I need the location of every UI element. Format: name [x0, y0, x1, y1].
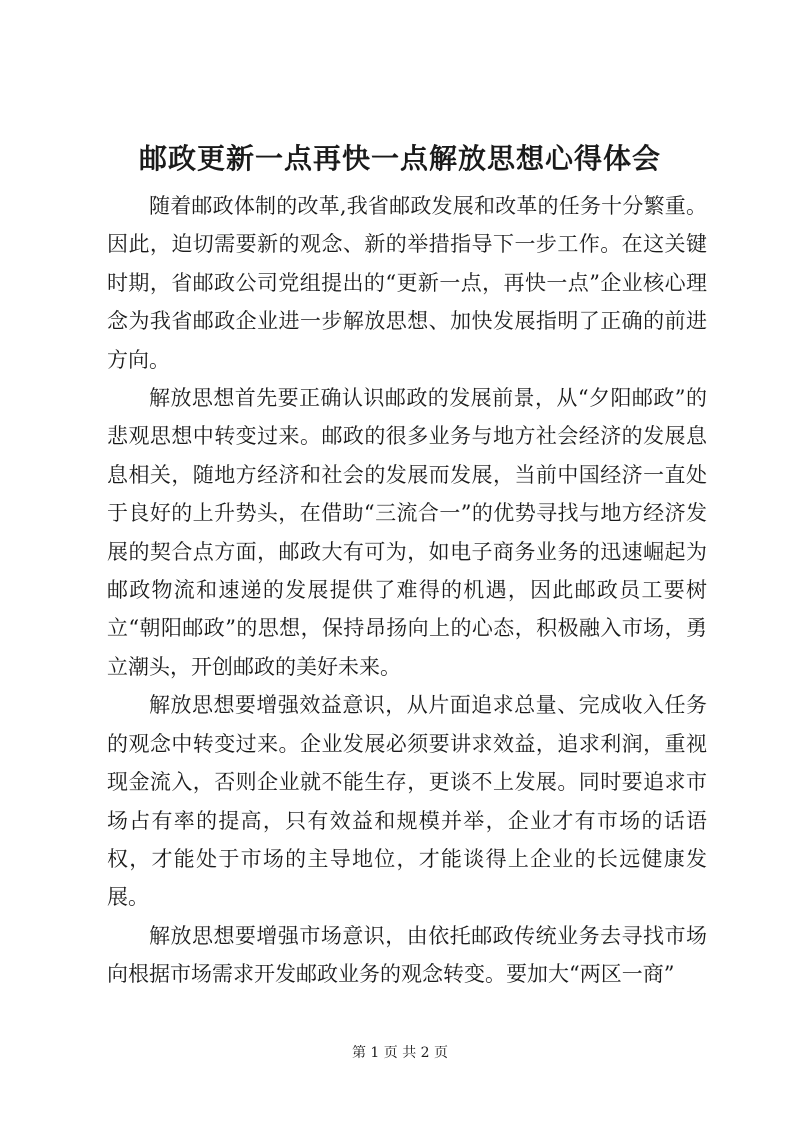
- paragraph-2: 解放思想首先要正确认识邮政的发展前景，从“夕阳邮政”的悲观思想中转变过来。邮政的很多业务与地方社会经济的发展息息相关，随地方经济和社会的发展而发展，当前中国经济一直处于良好的上升势头，在借助“三流合一”的优势寻找与地方经济发展的契合点方面，邮政大有可为，如电子商务业务的迅速崛起为邮政物流和速递的发展提供了难得的机遇，因此邮政员工要树立“朝阳邮政”的思想，保持昂扬向上的心态，积极融入市场，勇立潮头，开创邮政的美好未来。: [107, 386, 707, 679]
- paragraph-1: 随着邮政体制的改革,我省邮政发展和改革的任务十分繁重。因此，迫切需要新的观念、新的举措指导下一步工作。在这关键时期，省邮政公司党组提出的“更新一点，再快一点”企业核心理念为我省邮政企业进一步解放思想、加快发展指明了正确的前进方向。: [107, 194, 707, 372]
- page-indicator: 第 1 页 共 2 页: [351, 1045, 449, 1061]
- page-footer: [0, 1043, 800, 1063]
- document-title: 邮政更新一点再快一点解放思想心得体会: [138, 142, 661, 175]
- paragraph-4: 解放思想要增强市场意识，由依托邮政传统业务去寻找市场向根据市场需求开发邮政业务的观念转变。要加大“两区一商”: [107, 923, 707, 987]
- paragraph-3: 解放思想要增强效益意识，从片面追求总量、完成收入任务的观念中转变过来。企业发展必须要讲求效益，追求利润，重视现金流入，否则企业就不能生存，更谈不上发展。同时要追求市场占有率的提高，只有效益和规模并举，企业才有市场的话语权，才能处于市场的主导地位，才能谈得上企业的长远健康发展。: [107, 693, 707, 910]
- document-body: [107, 187, 707, 994]
